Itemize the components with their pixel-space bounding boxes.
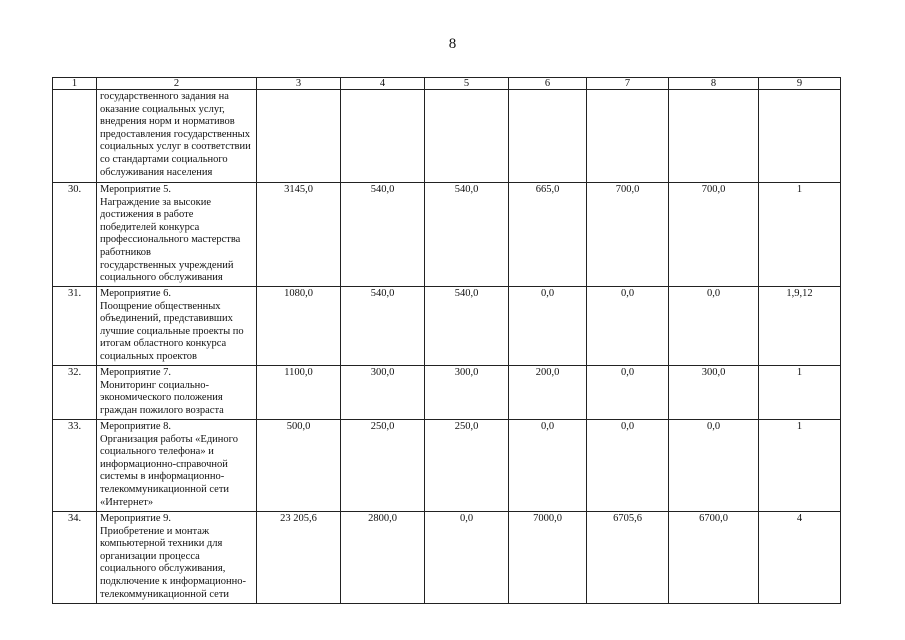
table-row (53, 366, 841, 420)
cell-col4 (341, 90, 425, 183)
cell-total (257, 90, 341, 183)
cell-col8: 700,0 (669, 183, 759, 287)
row-number: 33. (53, 420, 97, 512)
cell-col5: 300,0 (425, 366, 509, 420)
activity-description: государственного задания на оказание социальных услуг, внедрения норм и нормативов предоставления государственных социальных услуг в соответствии со стандартами социального обслуживания населения (97, 90, 257, 183)
cell-col8: 6700,0 (669, 512, 759, 604)
activity-description: Мероприятие 7. Мониторинг социально- экономического положения граждан пожилого возраста (97, 366, 257, 420)
cell-col8 (669, 90, 759, 183)
cell-col5: 540,0 (425, 287, 509, 366)
cell-col4: 250,0 (341, 420, 425, 512)
cell-total: 23 205,6 (257, 512, 341, 604)
cell-col8: 0,0 (669, 287, 759, 366)
cell-col6: 665,0 (509, 183, 587, 287)
table-row (53, 183, 841, 287)
column-header: 6 (509, 78, 587, 90)
cell-col7: 0,0 (587, 366, 669, 420)
cell-col9: 1,9,12 (759, 287, 841, 366)
cell-col8: 300,0 (669, 366, 759, 420)
cell-col9: 4 (759, 512, 841, 604)
table-row (53, 512, 841, 604)
column-header: 3 (257, 78, 341, 90)
cell-col7: 700,0 (587, 183, 669, 287)
cell-col6 (509, 90, 587, 183)
cell-col5: 250,0 (425, 420, 509, 512)
cell-col9 (759, 90, 841, 183)
cell-col6: 0,0 (509, 420, 587, 512)
program-activities-table (52, 77, 841, 604)
row-number (53, 90, 97, 183)
column-header: 8 (669, 78, 759, 90)
cell-col4: 540,0 (341, 183, 425, 287)
column-header: 7 (587, 78, 669, 90)
column-header: 5 (425, 78, 509, 90)
page-number: 8 (448, 36, 457, 52)
column-header: 4 (341, 78, 425, 90)
activity-description: Мероприятие 5. Награждение за высокие достижения в работе победителей конкурса профессионального мастерства работников государственных учреждений социального обслуживания (97, 183, 257, 287)
cell-col9: 1 (759, 420, 841, 512)
cell-col4: 300,0 (341, 366, 425, 420)
activity-description: Мероприятие 9. Приобретение и монтаж компьютерной техники для организации процесса социального обслуживания, подключение к информационно- телекоммуникационной сети (97, 512, 257, 604)
cell-col8: 0,0 (669, 420, 759, 512)
column-header: 2 (97, 78, 257, 90)
activity-description: Мероприятие 6. Поощрение общественных объединений, представивших лучшие социальные проекты по итогам областного конкурса социальных проектов (97, 287, 257, 366)
cell-total: 3145,0 (257, 183, 341, 287)
cell-col7 (587, 90, 669, 183)
cell-col7: 0,0 (587, 287, 669, 366)
row-number: 30. (53, 183, 97, 287)
cell-total: 1080,0 (257, 287, 341, 366)
cell-col6: 200,0 (509, 366, 587, 420)
table-row (53, 90, 841, 183)
cell-col5 (425, 90, 509, 183)
cell-col7: 6705,6 (587, 512, 669, 604)
row-number: 31. (53, 287, 97, 366)
column-header: 9 (759, 78, 841, 90)
table-row (53, 420, 841, 512)
row-number: 32. (53, 366, 97, 420)
cell-col4: 2800,0 (341, 512, 425, 604)
cell-total: 500,0 (257, 420, 341, 512)
table-row (53, 287, 841, 366)
cell-col6: 7000,0 (509, 512, 587, 604)
cell-col4: 540,0 (341, 287, 425, 366)
cell-col7: 0,0 (587, 420, 669, 512)
column-header: 1 (53, 78, 97, 90)
cell-col6: 0,0 (509, 287, 587, 366)
cell-col5: 540,0 (425, 183, 509, 287)
cell-col5: 0,0 (425, 512, 509, 604)
cell-col9: 1 (759, 366, 841, 420)
table-header-row (53, 78, 841, 90)
row-number: 34. (53, 512, 97, 604)
cell-col9: 1 (759, 183, 841, 287)
activity-description: Мероприятие 8. Организация работы «Единого социального телефона» и информационно-справочной системы в информационно- телекоммуникационной сети «Интернет» (97, 420, 257, 512)
cell-total: 1100,0 (257, 366, 341, 420)
